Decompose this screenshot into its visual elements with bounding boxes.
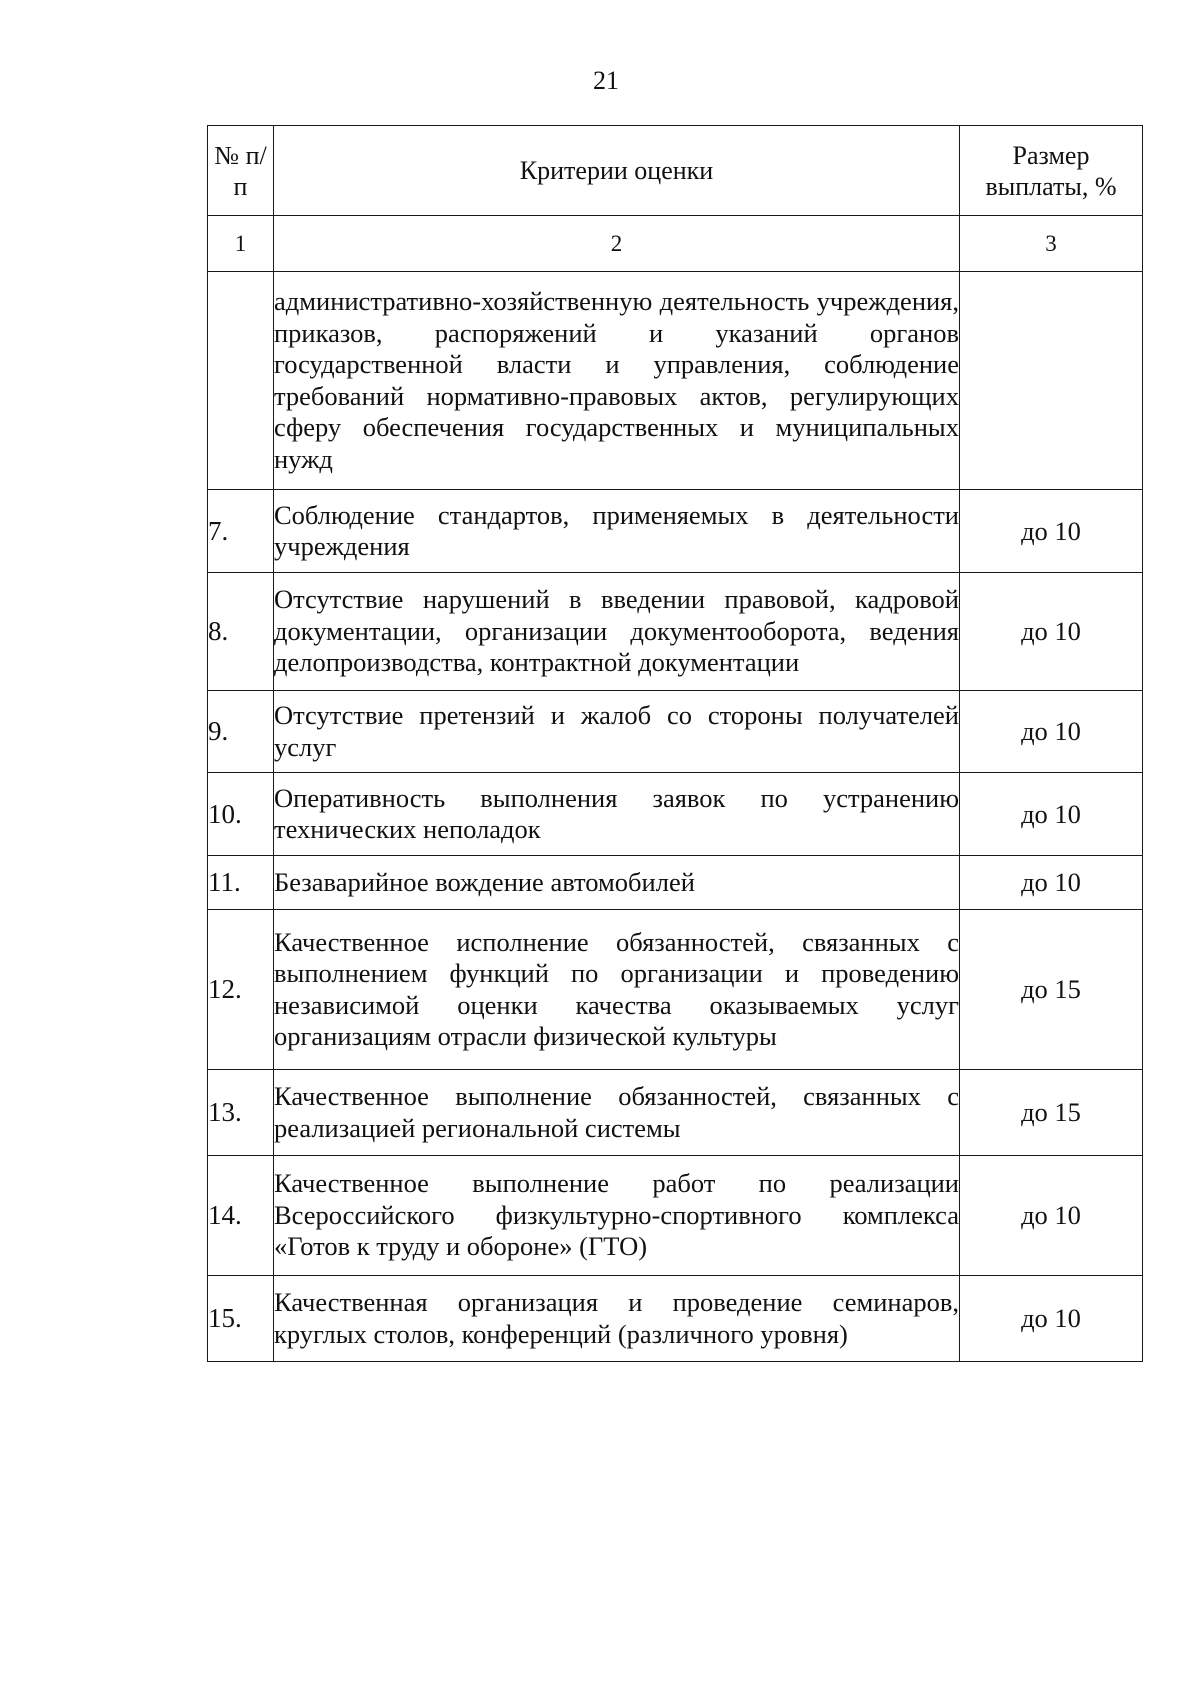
table-row — [208, 773, 1143, 856]
row-number: 13. — [208, 1070, 274, 1156]
column-index: 3 — [960, 216, 1143, 272]
row-payment: до 10 — [960, 573, 1143, 691]
row-criteria: Безаварийное вождение автомобилей — [274, 856, 960, 910]
table-row — [208, 1070, 1143, 1156]
table-row — [208, 691, 1143, 773]
row-number: 12. — [208, 910, 274, 1070]
row-payment: до 10 — [960, 490, 1143, 573]
criteria-table — [207, 125, 1143, 1362]
page-number: 21 — [593, 66, 619, 95]
row-payment: до 10 — [960, 773, 1143, 856]
row-number: 15. — [208, 1276, 274, 1362]
header-criteria: Критерии оценки — [274, 126, 960, 216]
row-criteria: Качественное выполнение обязанностей, связанных с реализацией региональной системы — [274, 1070, 960, 1156]
table-row — [208, 856, 1143, 910]
column-index-row — [208, 216, 1143, 272]
column-index: 2 — [274, 216, 960, 272]
row-payment: до 15 — [960, 1070, 1143, 1156]
table-row — [208, 1156, 1143, 1276]
row-criteria: Отсутствие нарушений в введении правовой, кадровой документации, организации документооборота, ведения делопроизводства, контрактной документации — [274, 573, 960, 691]
row-number: 9. — [208, 691, 274, 773]
row-criteria: Соблюдение стандартов, применяемых в деятельности учреждения — [274, 490, 960, 573]
row-criteria: Качественная организация и проведение семинаров, круглых столов, конференций (различного уровня) — [274, 1276, 960, 1362]
row-criteria: Качественное выполнение работ по реализации Всероссийского физкультурно-спортивного комплекса «Готов к труду и обороне» (ГТО) — [274, 1156, 960, 1276]
row-number: 14. — [208, 1156, 274, 1276]
table-row — [208, 272, 1143, 490]
table-row — [208, 490, 1143, 573]
table-row — [208, 573, 1143, 691]
row-number — [208, 272, 274, 490]
row-number: 10. — [208, 773, 274, 856]
table-row — [208, 910, 1143, 1070]
header-payment: Размер выплаты, % — [960, 126, 1143, 216]
row-criteria: Отсутствие претензий и жалоб со стороны получателей услуг — [274, 691, 960, 773]
row-number: 11. — [208, 856, 274, 910]
row-criteria: административно-хозяйственную деятельность учреждения, приказов, распоряжений и указаний органов государственной власти и управления, соблюдение требований нормативно-правовых актов, регулирующих сферу обеспечения государственных и муниципальных нужд — [274, 272, 960, 490]
table-row — [208, 1276, 1143, 1362]
row-number: 7. — [208, 490, 274, 573]
row-payment: до 10 — [960, 856, 1143, 910]
row-payment: до 15 — [960, 910, 1143, 1070]
row-payment: до 10 — [960, 691, 1143, 773]
row-payment — [960, 272, 1143, 490]
row-criteria: Оперативность выполнения заявок по устранению технических неполадок — [274, 773, 960, 856]
column-index: 1 — [208, 216, 274, 272]
row-number: 8. — [208, 573, 274, 691]
header-row — [208, 126, 1143, 216]
row-criteria: Качественное исполнение обязанностей, связанных с выполнением функций по организации и проведению независимой оценки качества оказываемых услуг организациям отрасли физической культуры — [274, 910, 960, 1070]
row-payment: до 10 — [960, 1276, 1143, 1362]
row-payment: до 10 — [960, 1156, 1143, 1276]
header-num: № п/п — [208, 126, 274, 216]
